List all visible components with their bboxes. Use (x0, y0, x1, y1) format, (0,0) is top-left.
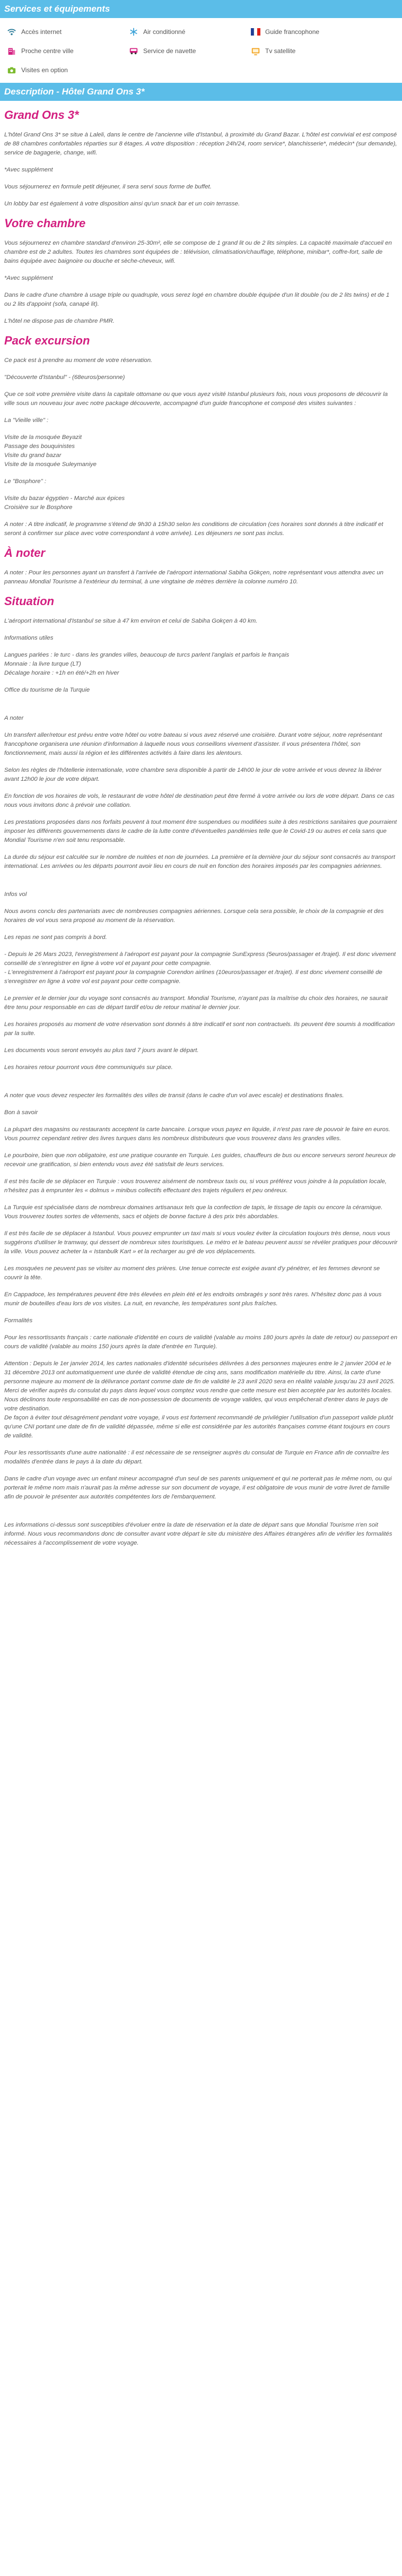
spacer (4, 1080, 398, 1083)
paragraph: L'hôtel Grand Ons 3* se situe à Laleli, dans le centre de l'ancienne ville d'Istanbul, à proximité du Grand Bazar. L'hôtel est convivial et est composé de 88 chambres confortables réparties sur 8 étages. A votre disposition : réception 24h/24, room service*, blanchisserie*, médecin* (sur demande), service de bagagerie, change, wifi. (4, 132, 397, 156)
paragraph: Les mosquées ne peuvent pas se visiter au moment des prières. Une tenue correcte est exigée avant d'y pénétrer, et les femmes devront se couvrir la tête. (4, 1265, 380, 1281)
paragraph: Les horaires proposés au moment de votre réservation sont donnés à titre indicatif et sont non contractuels. Ils peuvent être soumis à modification par la suite. (4, 1021, 395, 1037)
camera-icon (6, 65, 17, 75)
section-title: Pack excursion (4, 334, 90, 347)
paragraph: L'hôtel ne dispose pas de chambre PMR. (4, 318, 115, 324)
paragraph: - Depuis le 26 Mars 2023, l'enregistrement à l'aéroport est payant pour la compagnie SunExpress (5euros/passager et /trajet). Il est donc vivement conseillé de s'enregistrer en ligne à votre vol et payant pour cette compagnie. - L'enregistrement à l'aéroport est payant pour la compagnie Corendon airlines (10euros/passager et /trajet). Il est donc vivement conseillé de s'enregistrer en ligne à votre vol est payant pour cette compagnie. (4, 951, 396, 985)
paragraph: *Avec supplément (4, 275, 53, 281)
paragraph: La Turquie est spécialisée dans de nombreux domaines artisanaux tels que la confection de tapis, le tissage de tapis ou encore la céramique. Vous trouverez toutes sortes de vêtements, sacs et objets de bonne facture à des prix très abordables. (4, 1204, 383, 1220)
paragraph: Le premier et le dernier jour du voyage sont consacrés au transport. Mondial Tourisme, n'ayant pas la maîtrise du choix des horaires, ne saurait être tenu pour responsable en cas de départ tardif et/ou de retour matinal le dernier jour. (4, 995, 388, 1011)
service-item (128, 46, 250, 56)
description-section (0, 83, 402, 2569)
service-label: Accès internet (21, 28, 62, 36)
services-grid (6, 27, 396, 75)
service-item (250, 46, 372, 56)
paragraph: La "Vieille ville" : (4, 417, 49, 424)
paragraph: Pour les ressortissants d'une autre nationalité : il est nécessaire de se renseigner auprès du consulat de Turquie en France afin de connaître les modalités d'entrée dans le pays à la date du départ. (4, 1450, 389, 1465)
paragraph: L'aéroport international d'Istanbul se situe à 47 km environ et celui de Sabiha Gokçen à 40 km. (4, 618, 258, 624)
paragraph: Nous avons conclu des partenariats avec de nombreuses compagnies aériennes. Lorsque cela sera possible, le choix de la compagnie et des horaires de vol vous sera proposé au moment de la réservation. (4, 908, 384, 924)
wifi-icon (6, 27, 17, 37)
service-item (6, 65, 128, 75)
paragraph: La plupart des magasins ou restaurants acceptent la carte bancaire. Lorsque vous payez en liquide, il n'est pas rare de pouvoir le faire en euros. Vous pourrez cependant retirer des livres turques dans les nombreux distributeurs que vous trouverez dans les grandes villes. (4, 1126, 390, 1142)
service-item (250, 27, 372, 37)
spacer (4, 703, 398, 706)
paragraph: A noter (4, 715, 24, 721)
description-body (0, 101, 402, 2569)
paragraph: Les informations ci-dessus sont susceptibles d'évoluer entre la date de réservation et la date de départ sans que Mondial Tourisme n'en soit informé. Nous vous recommandons donc de consulter avant votre départ le site du ministère des Affaires étrangères afin de vérifier les formalités nécessaires à l'accomplissement de votre voyage. (4, 1522, 392, 1546)
paragraph: Selon les règles de l'hôtellerie internationale, votre chambre sera disponible à partir de 14h00 le jour de votre arrivée et vous devrez la libérer avant 12h00 le jour de votre départ. (4, 767, 382, 782)
paragraph: Que ce soit votre première visite dans la capitale ottomane ou que vous ayez visité Istanbul plusieurs fois, nous vous proposons de découvrir la ville sous un nouveau jour avec notre package découverte, accompagné d'un guide francophone et composé des visites suivantes : (4, 391, 388, 407)
paragraph: A noter : A titre indicatif, le programme s'étend de 9h30 à 15h30 selon les conditions de circulation (ces horaires sont donnés à titre indicatif et seront à confirmer sur place avec votre correspondant à votre arrivée). Les déjeuners ne sont pas inclus. (4, 521, 383, 537)
section-title: Grand Ons 3* (4, 108, 79, 122)
paragraph: Visite du bazar égyptien - Marché aux épices Croisière sur le Bosphore (4, 495, 125, 511)
paragraph: Attention : Depuis le 1er janvier 2014, les cartes nationales d'identité sécurisées délivrées à des personnes majeures entre le 2 janvier 2004 et le 31 décembre 2013 ont automatiquement une durée de validité étendue de cinq ans, sans modification matérielle du titre. Ainsi, la carte d'une personne majeure au moment de la délivrance portant comme date de fin de validité le 23 avril 2020 sera en réalité valable jusqu'au 23 avril 2025. Merci de vérifier auprès du consulat du pays dans lequel vous comptez vous rendre que cette mesure est bien acceptée par les autorités locales. Nous déclinons toute responsabilité en cas de non-possession de documents de voyage valides, qui vous empêcherait d'entrer dans le pays de votre destination. De façon à éviter tout désagrément pendant votre voyage, il vous est fortement recommandé de privilégier l'utilisation d'un passeport valide plutôt qu'une CNI portant une date de fin de validité dépassée, même si elle est considérée par les autorités françaises comme étant toujours en cours de validité. (4, 1360, 395, 1439)
flag-icon (250, 27, 261, 37)
snowflake-icon (128, 27, 139, 37)
paragraph: A noter que vous devez respecter les formalités des villes de transit (dans le cadre d'un vol avec escale) et destinations finales. (4, 1092, 344, 1099)
tv-icon (250, 46, 261, 56)
building-icon (6, 46, 17, 56)
paragraph: Vous séjournerez en chambre standard d'environ 25-30m², elle se compose de 1 grand lit ou de 2 lits simples. La capacité maximale d'accueil en chambre est de 2 adultes. Toutes les chambres sont équipées de : télévision, climatisation/chauffage, téléphone, minibar*, coffre-fort, salle de bains équipée avec baignoire ou douche et sèche-cheveux, wifi. (4, 240, 392, 264)
service-label: Visites en option (21, 66, 68, 74)
paragraph: La durée du séjour est calculée sur le nombre de nuitées et non de journées. La première et la dernière jour du séjour sont consacrés au transport international. Les arrivées ou les départs pourront avoir lieu en cours de nuit en fonction des horaires imposés par les compagnies aériennes. (4, 854, 396, 869)
spacer (4, 879, 398, 882)
paragraph: Dans le cadre d'une chambre à usage triple ou quadruple, vous serez logé en chambre double équipée d'un lit double (ou de 2 lits twins) et de 1 ou 2 lits d'appoint (sofa, canapé lit). (4, 292, 390, 307)
paragraph: Les horaires retour pourront vous être communiqués sur place. (4, 1064, 173, 1071)
service-item (6, 46, 128, 56)
paragraph: En fonction de vos horaires de vols, le restaurant de votre hôtel de destination peut être fermé à votre arrivée ou lors de votre départ. Dans ce cas nous vous invitons donc à prévoir une collation. (4, 793, 395, 808)
spacer (4, 1510, 398, 1513)
paragraph: Le "Bosphore" : (4, 478, 47, 485)
paragraph: "Découverte d'Istanbul" - (68euros/personne) (4, 374, 125, 381)
paragraph: Formalités (4, 1317, 33, 1324)
paragraph: Vous séjournerez en formule petit déjeuner, il sera servi sous forme de buffet. (4, 184, 212, 190)
paragraph: Bon à savoir (4, 1109, 38, 1116)
paragraph: Visite de la mosquée Beyazit Passage des bouquinistes Visite du grand bazar Visite de la mosquée Suleymaniye (4, 434, 97, 468)
service-label: Guide francophone (265, 28, 320, 36)
service-item (128, 27, 250, 37)
service-label: Proche centre ville (21, 47, 74, 55)
paragraph: Infos vol (4, 891, 27, 898)
paragraph: Un lobby bar est également à votre disposition ainsi qu'un snack bar et un coin terrasse. (4, 201, 240, 207)
services-section (0, 0, 402, 83)
service-label: Tv satellite (265, 47, 296, 55)
paragraph: Les documents vous seront envoyés au plus tard 7 jours avant le départ. (4, 1047, 199, 1054)
paragraph: Un transfert aller/retour est prévu entre votre hôtel ou votre bateau si vous avez réservé une croisière. Durant votre séjour, notre représentant francophone organisera une réunion d'information à laquelle nous vous conseillons vivement d'assister. Il vous présentera l'hôtel, son fonctionnement, mais aussi la région et les différentes activités à faire dans les alentours. (4, 732, 382, 756)
paragraph: Pour les ressortissants français : carte nationale d'identité en cours de validité (valable au moins 180 jours après la date de retour) ou passeport en cours de validité (valable au moins 150 jours après la date d'entrée en Turquie). (4, 1334, 398, 1350)
bus-icon (128, 46, 139, 56)
paragraph: Il est très facile de se déplacer à Istanbul. Vous pouvez emprunter un taxi mais si vous voulez éviter la circulation toujours très dense, nous vous suggérons d'utiliser le tramway, qui dessert de nombreux sites touristiques. Le métro et le bateau peuvent aussi se révéler pratiques pour découvrir la ville. Vous pouvez acheter la « Istanbulk Kart » et la recharger au gré de vos déplacements. (4, 1230, 398, 1255)
service-item (6, 27, 128, 37)
services-heading: Services et équipements (0, 0, 402, 18)
paragraph: *Avec supplément (4, 167, 53, 173)
section-title: À noter (4, 546, 45, 559)
paragraph: Dans le cadre d'un voyage avec un enfant mineur accompagné d'un seul de ses parents uniquement et qui ne porterait pas le même nom, ou qui porterait le même nom mais n'aurait pas la même adresse sur son document de voyage, il est obligatoire de vous munir de votre livret de famille afin de pouvoir le présenter aux autorités compétentes lors de l'embarquement. (4, 1476, 392, 1500)
paragraph: Langues parlées : le turc - dans les grandes villes, beaucoup de turcs parlent l'anglais et parfois le français Monnaie : la livre turque (LT) Décalage horaire : +1h en été/+2h en hiver (4, 652, 290, 676)
section-title: Situation (4, 595, 55, 608)
section-title: Votre chambre (4, 217, 86, 230)
service-label: Air conditionné (143, 28, 186, 36)
paragraph: A noter : Pour les personnes ayant un transfert à l'arrivée de l'aéroport international Sabiha Gökçen, notre représentant vous attendra avec un panneau Mondial Tourisme à l'extérieur du terminal, à une vingtaine de mètres derrière la colonne numéro 10. (4, 570, 384, 585)
paragraph: En Cappadoce, les températures peuvent être très élevées en plein été et les endroits ombragés y sont très rares. N'hésitez donc pas à vous munir de bouteilles d'eau lors de vos visites. La nuit, en revanche, les températures sont plus fraîches. (4, 1291, 382, 1307)
paragraph: Les repas ne sont pas compris à bord. (4, 934, 107, 941)
paragraph: Informations utiles (4, 635, 54, 641)
paragraph: Il est très facile de se déplacer en Turquie : vous trouverez aisément de nombreux taxis ou, si vous préférez vous joindre à la population locale, n'hésitez pas à emprunter les « dolmus » minibus collectifs effectuant des trajets réguliers et peu onéreux. (4, 1178, 387, 1194)
paragraph: Office du tourisme de la Turquie (4, 687, 90, 693)
paragraph: Le pourboire, bien que non obligatoire, est une pratique courante en Turquie. Les guides, chauffeurs de bus ou encore serveurs seront heureux de recevoir une gratification, si bien entendu vous avez été satisfait de leurs services. (4, 1152, 396, 1168)
description-heading: Description - Hôtel Grand Ons 3* (0, 83, 402, 101)
service-label: Service de navette (143, 47, 196, 55)
paragraph: Ce pack est à prendre au moment de votre réservation. (4, 357, 153, 364)
paragraph: Les prestations proposées dans nos forfaits peuvent à tout moment être suspendues ou modifiées suite à des restrictions sanitaires que pourraient imposer les différents gouvernements dans le cadre de la lutte contre d'éventuelles pandémies telle que le Covid-19 ou autres et cela sans que Mondial Tourisme n'en soit tenu responsable. (4, 819, 397, 843)
